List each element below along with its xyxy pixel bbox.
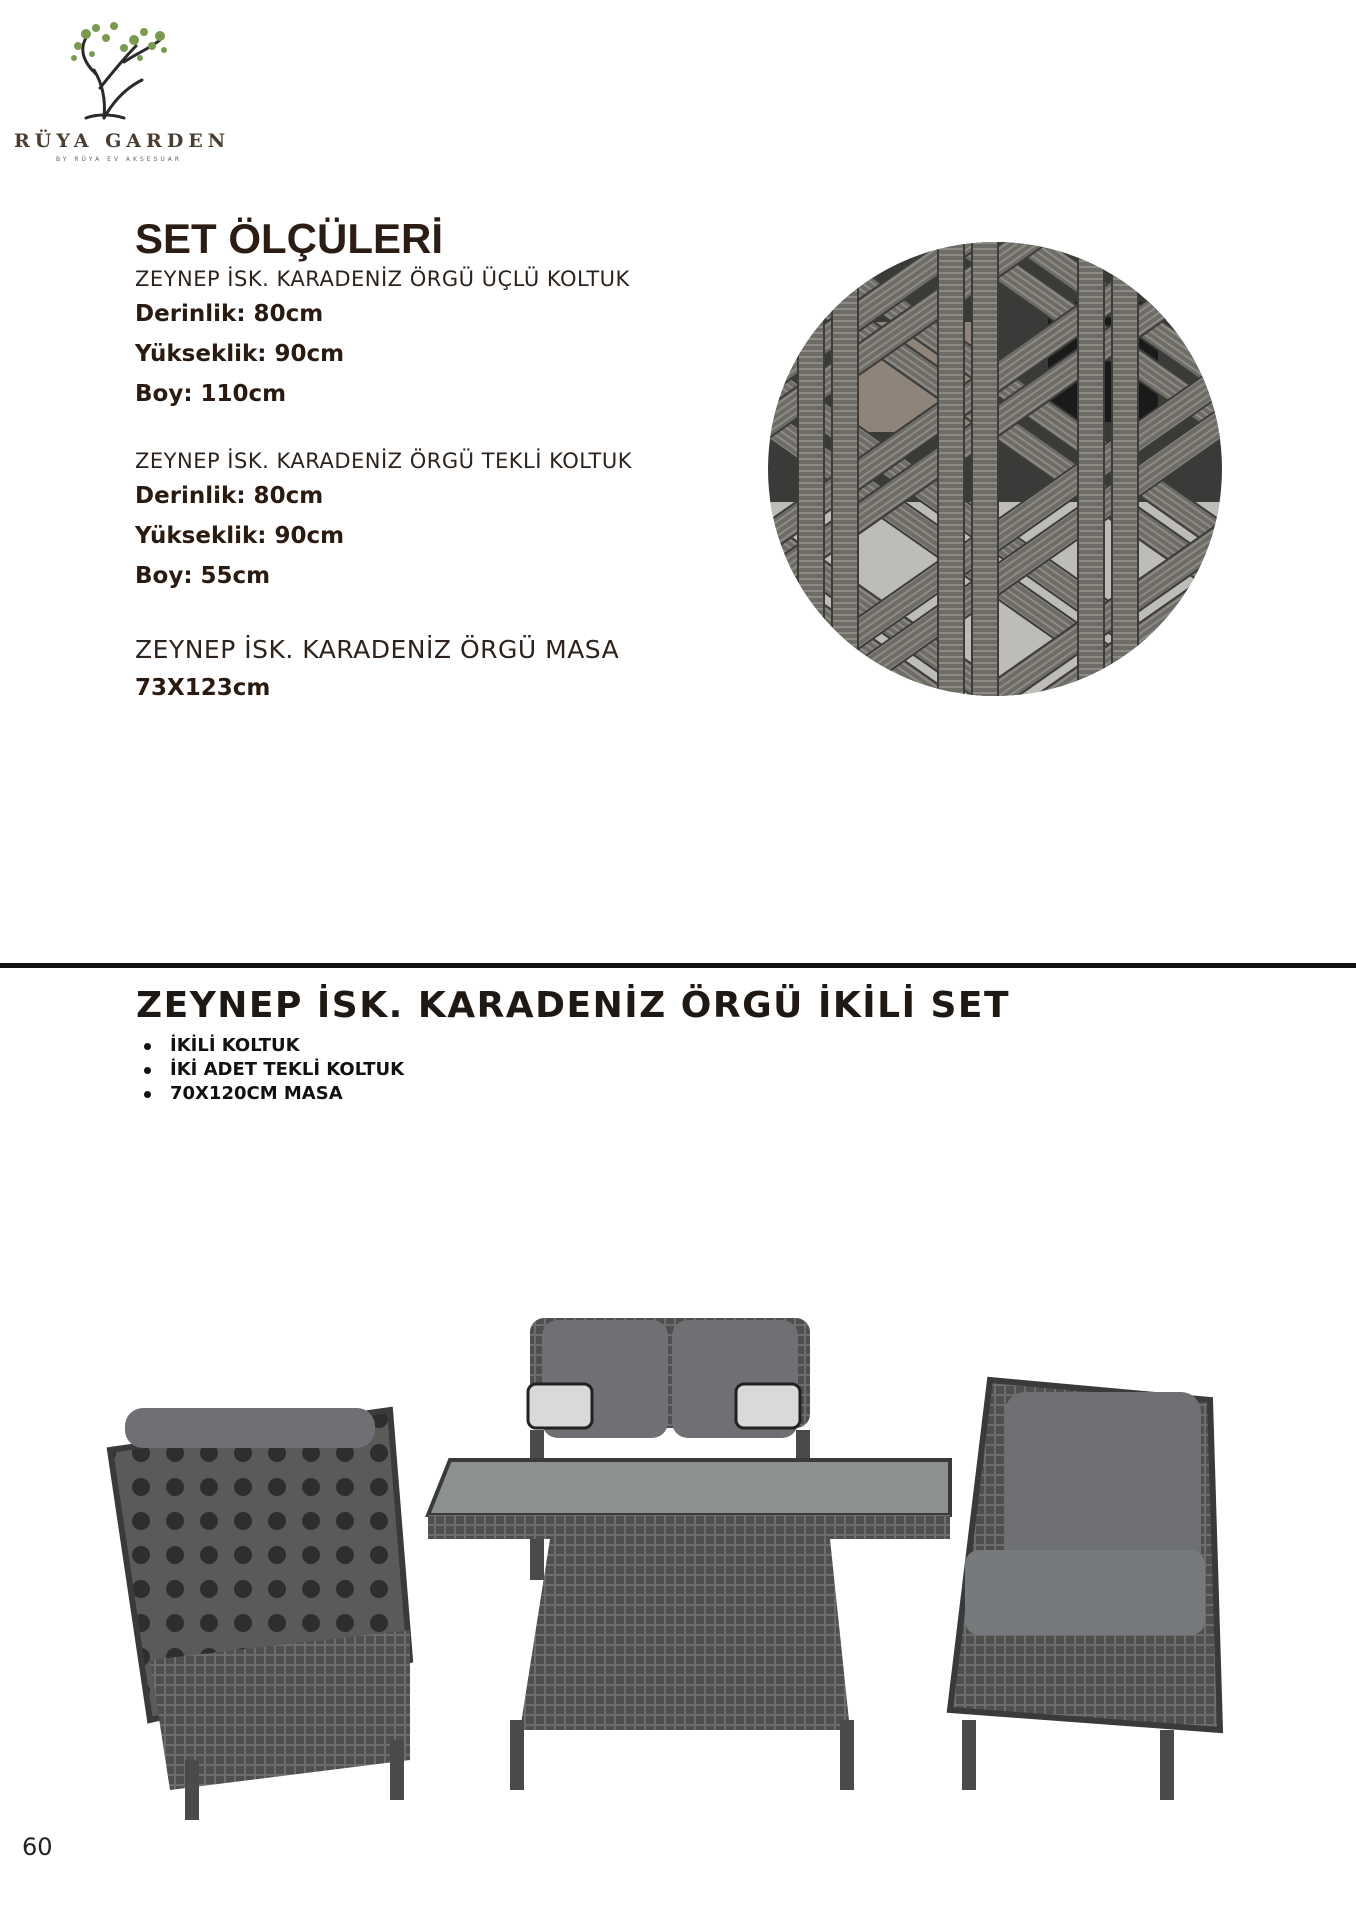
dimension-length: Boy: 110cm	[135, 381, 287, 407]
set-dimensions-section	[135, 214, 755, 708]
dimension-length: Boy: 55cm	[135, 563, 271, 589]
furniture-set-photo	[90, 1300, 1250, 1824]
page-number: 60	[22, 1833, 53, 1861]
list-item: 70X120CM MASA	[144, 1082, 404, 1106]
tree-logo-icon	[64, 18, 174, 123]
rattan-weave-closeup-image	[768, 242, 1222, 696]
product-name: ZEYNEP İSK. KARADENİZ ÖRGÜ MASA	[135, 635, 620, 664]
section-title: SET ÖLÇÜLERİ	[135, 215, 444, 262]
dimension-depth: Derinlik: 80cm	[135, 483, 324, 509]
section-divider	[0, 963, 1356, 968]
dimension-height: Yükseklik: 90cm	[135, 523, 345, 549]
set-title: ZEYNEP İSK. KARADENİZ ÖRGÜ İKİLİ SET	[136, 985, 1011, 1026]
dimension-size: 73X123cm	[135, 675, 271, 701]
brand-tagline: BY RÜYA EV AKSESUAR	[55, 156, 183, 163]
table	[428, 1460, 950, 1790]
list-item: İKİ ADET TEKLİ KOLTUK	[144, 1058, 404, 1082]
dimension-height: Yükseklik: 90cm	[135, 341, 345, 367]
armchair-back-view	[110, 1408, 410, 1820]
brand-logo	[14, 18, 231, 168]
brand-name: RÜYA GARDEN	[14, 130, 231, 152]
product-name: ZEYNEP İSK. KARADENİZ ÖRGÜ TEKLİ KOLTUK	[135, 449, 633, 473]
set-contents-list	[144, 1034, 404, 1106]
armchair-front-view	[950, 1380, 1220, 1800]
product-name: ZEYNEP İSK. KARADENİZ ÖRGÜ ÜÇLÜ KOLTUK	[135, 267, 630, 291]
dimension-depth: Derinlik: 80cm	[135, 301, 324, 327]
list-item: İKİLİ KOLTUK	[144, 1034, 404, 1058]
